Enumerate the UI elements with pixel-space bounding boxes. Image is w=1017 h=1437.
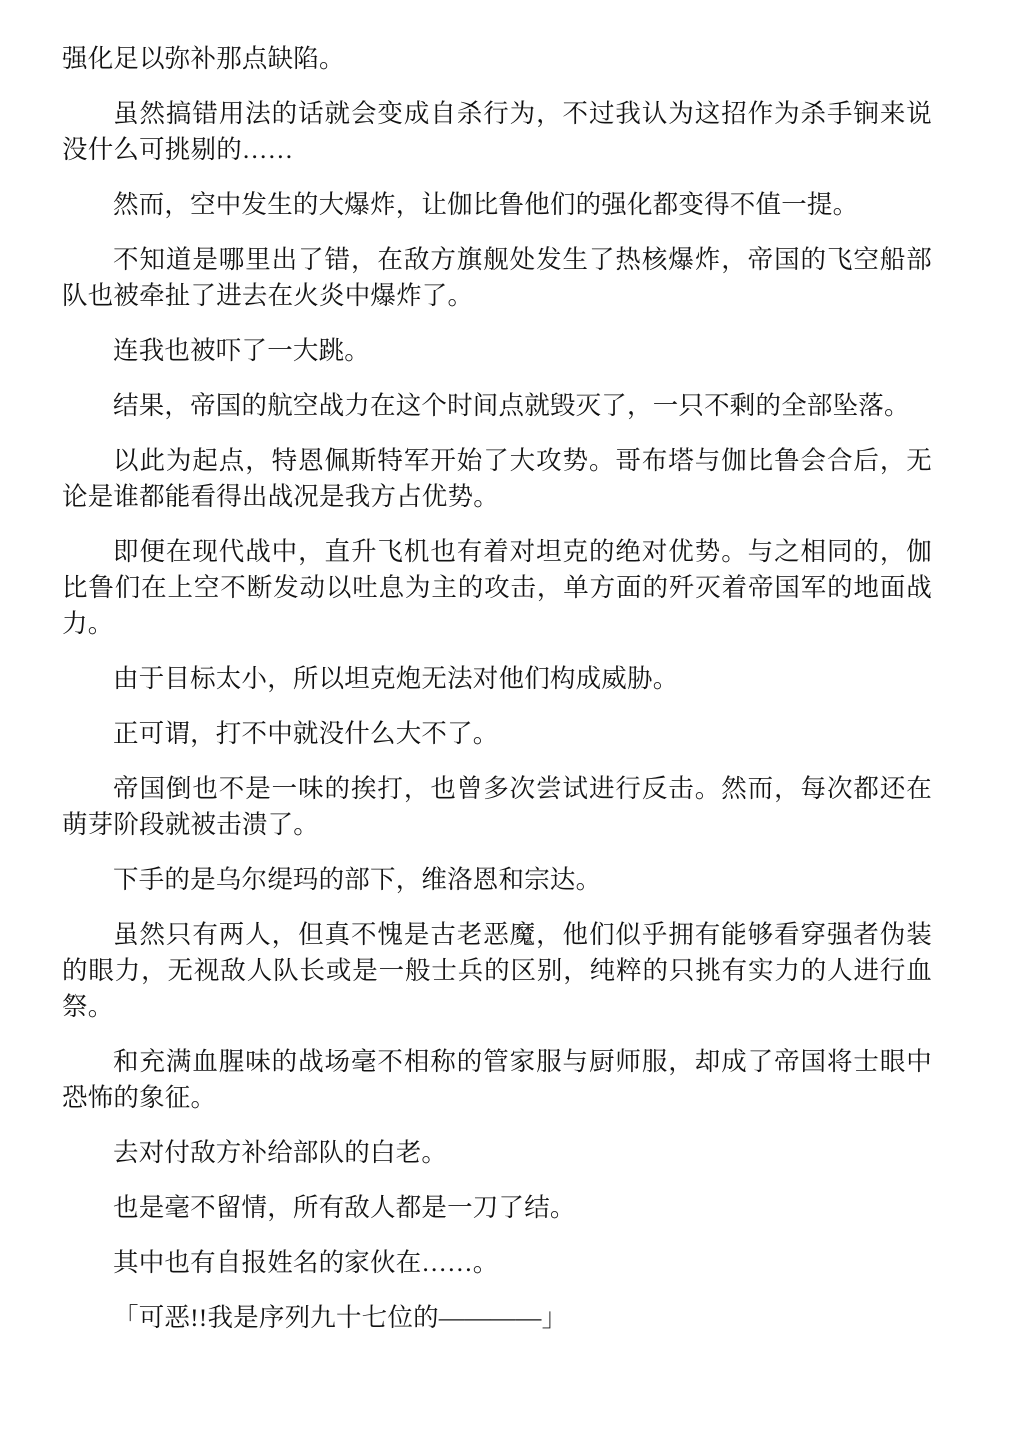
dialogue-paragraph: 「可恶!!我是序列九十七位的————」 xyxy=(113,1303,568,1332)
paragraph: 不知道是哪里出了错，在敌方旗舰处发生了热核爆炸，帝国的飞空船部队也被牵扯了进去在火炎中爆炸了。 xyxy=(62,245,932,310)
paragraph: 连我也被吓了一大跳。 xyxy=(113,336,371,365)
paragraph: 然而，空中发生的大爆炸，让伽比鲁他们的强化都变得不值一提。 xyxy=(113,190,859,219)
paragraph: 帝国倒也不是一味的挨打，也曾多次尝试进行反击。然而，每次都还在萌芽阶段就被击溃了。 xyxy=(62,774,932,839)
paragraph: 正可谓，打不中就没什么大不了。 xyxy=(113,719,499,748)
paragraph: 强化足以弥补那点缺陷。 xyxy=(62,44,345,73)
paragraph: 即便在现代战中，直升飞机也有着对坦克的绝对优势。与之相同的，伽比鲁们在上空不断发动以吐息为主的攻击，单方面的歼灭着帝国军的地面战力。 xyxy=(62,537,932,638)
paragraph: 其中也有自报姓名的家伙在……。 xyxy=(113,1248,499,1277)
paragraph: 结果，帝国的航空战力在这个时间点就毁灭了，一只不剩的全部坠落。 xyxy=(113,391,910,420)
paragraph: 和充满血腥味的战场毫不相称的管家服与厨师服，却成了帝国将士眼中恐怖的象征。 xyxy=(62,1047,932,1112)
paragraph: 由于目标太小，所以坦克炮无法对他们构成威胁。 xyxy=(113,664,679,693)
paragraph: 以此为起点，特恩佩斯特军开始了大攻势。哥布塔与伽比鲁会合后，无论是谁都能看得出战况是我方占优势。 xyxy=(62,446,932,511)
paragraph: 虽然搞错用法的话就会变成自杀行为，不过我认为这招作为杀手锏来说没什么可挑剔的…… xyxy=(62,99,932,164)
paragraph: 也是毫不留情，所有敌人都是一刀了结。 xyxy=(113,1193,576,1222)
paragraph: 虽然只有两人，但真不愧是古老恶魔，他们似乎拥有能够看穿强者伪装的眼力，无视敌人队长或是一般士兵的区别，纯粹的只挑有实力的人进行血祭。 xyxy=(62,920,932,1021)
paragraph: 去对付敌方补给部队的白老。 xyxy=(113,1138,448,1167)
body-text-column xyxy=(62,41,932,1336)
paragraph: 下手的是乌尔缇玛的部下，维洛恩和宗达。 xyxy=(113,865,602,894)
